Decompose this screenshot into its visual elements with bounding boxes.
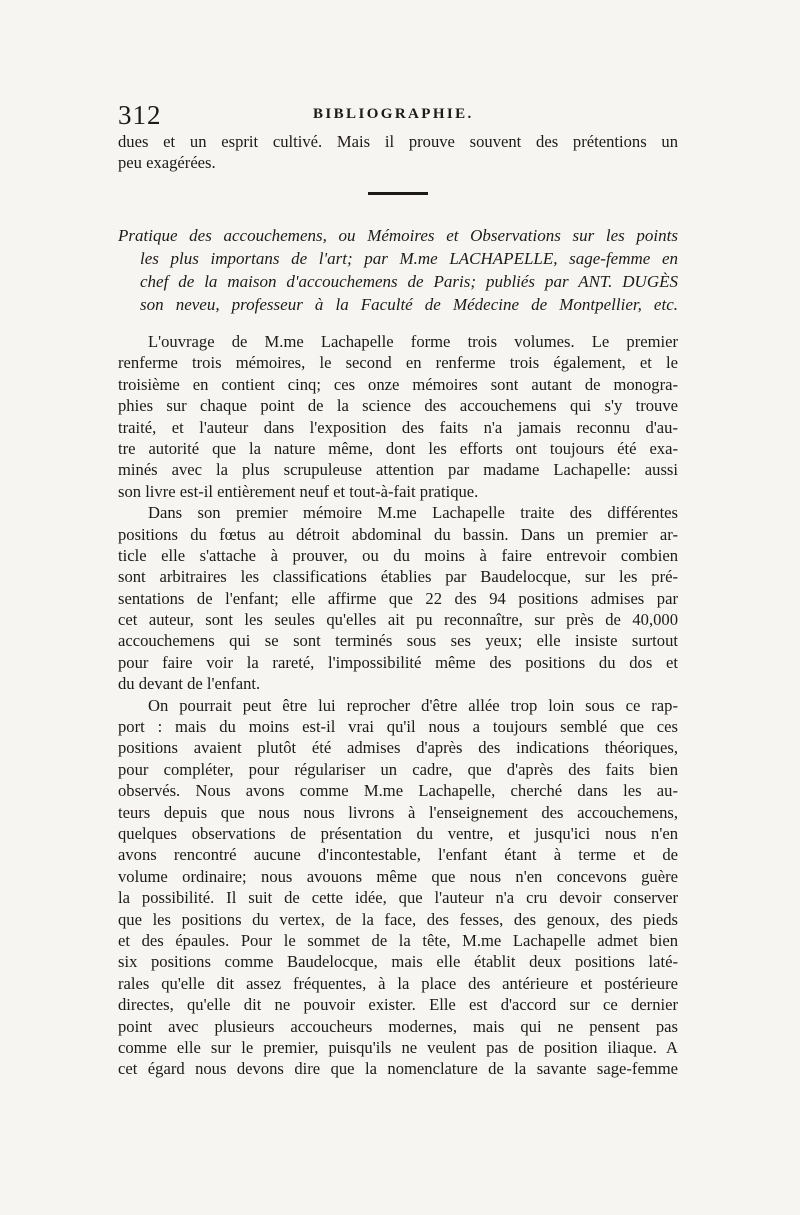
- text-line: Dans son premier mémoire M.me Lachapelle traite des différentes: [148, 503, 678, 523]
- text-line: et des épaules. Pour le sommet de la tête, M.me Lachapelle admet bien: [118, 930, 678, 950]
- section-divider: [368, 192, 428, 195]
- text-line: troisième en contient cinq; ces onze mémoires sont autant de monogra-: [118, 374, 678, 394]
- text-line: traité, et l'auteur dans l'exposition des faits n'a jamais reconnu d'au-: [118, 417, 678, 437]
- text-line: pour compléter, pour régulariser un cadre, que d'après des faits bien: [118, 759, 678, 779]
- text-line: peu exagérées.: [118, 153, 216, 172]
- text-line: quelques observations de présentation du ventre, et jusqu'ici nous n'en: [118, 823, 678, 843]
- text-line: observés. Nous avons comme M.me Lachapelle, cherché dans les au-: [118, 781, 678, 801]
- text-line: dues et un esprit cultivé. Mais il prouve souvent des prétentions un: [118, 132, 678, 151]
- page-header: [118, 98, 678, 132]
- text-line: accouchemens qui se sont terminés sous ses yeux; elle insiste surtout: [118, 631, 678, 651]
- title-line: Pratique des accouchemens, ou Mémoires et Observations sur les points: [118, 226, 678, 245]
- title-line: chef de la maison d'accouchemens de Paris; publiés par ANT. DUGÈS: [140, 272, 678, 291]
- carryover-paragraph: [118, 131, 678, 173]
- body-text: [118, 331, 678, 1080]
- text-line: sont arbitraires les classifications établies par Baudelocque, sur les pré-: [118, 567, 678, 587]
- text-line: ticle elle s'attache à prouver, ou du moins à faire entrevoir combien: [118, 545, 678, 565]
- text-line: sentations de l'enfant; elle affirme que 22 des 94 positions admises par: [118, 588, 678, 608]
- text-line: avons rencontré aucune d'incontestable, l'enfant étant à terme et de: [118, 845, 678, 865]
- review-title: [118, 224, 678, 316]
- text-line: cet égard nous devons dire que la nomenclature de la savante sage-femme: [118, 1059, 678, 1079]
- text-line: la possibilité. Il suit de cette idée, que l'auteur n'a cru devoir conserver: [118, 888, 678, 908]
- text-line: minés avec la plus scrupuleuse attention par madame Lachapelle: aussi: [118, 460, 678, 480]
- text-line: renferme trois mémoires, le second en renferme trois également, et le: [118, 353, 678, 373]
- text-line: teurs depuis que nous nous livrons à l'enseignement des accouchemens,: [118, 802, 678, 822]
- title-line: les plus importans de l'art; par M.me LACHAPELLE, sage-femme en: [140, 249, 678, 268]
- text-line: six positions comme Baudelocque, mais elle établit deux positions laté-: [118, 952, 678, 972]
- text-line: pour faire voir la rareté, l'impossibilité même des positions du dos et: [118, 652, 678, 672]
- text-line: phies sur chaque point de la science des accouchemens qui s'y trouve: [118, 396, 678, 416]
- running-head: BIBLIOGRAPHIE.: [313, 106, 474, 122]
- text-line: comme elle sur le premier, puisqu'ils ne veulent pas de position iliaque. A: [118, 1037, 678, 1057]
- text-line: que les positions du vertex, de la face, des fesses, des genoux, des pieds: [118, 909, 678, 929]
- text-line: On pourrait peut être lui reprocher d'être allée trop loin sous ce rap-: [148, 695, 678, 715]
- page-number: 312: [118, 100, 162, 130]
- text-line: rales qu'elle dit assez fréquentes, à la place des antérieure et postérieure: [118, 973, 678, 993]
- text-line: point avec plusieurs accoucheurs modernes, mais qui ne pensent pas: [118, 1016, 678, 1036]
- text-line: du devant de l'enfant.: [118, 674, 261, 694]
- text-line: directes, qu'elle dit ne pouvoir exister. Elle est d'accord sur ce dernier: [118, 995, 678, 1015]
- text-line: tre autorité que la nature même, dont les efforts ont toujours été exa-: [118, 438, 678, 458]
- text-line: L'ouvrage de M.me Lachapelle forme trois volumes. Le premier: [148, 332, 678, 351]
- text-line: positions avaient plutôt été admises d'après des indications théoriques,: [118, 738, 678, 758]
- text-line: cet auteur, sont les seules qu'elles ait pu reconnaître, sur près de 40,000: [118, 610, 678, 630]
- text-line: volume ordinaire; nous avouons même que nous n'en concevons guère: [118, 866, 678, 886]
- title-line: son neveu, professeur à la Faculté de Médecine de Montpellier, etc.: [140, 295, 678, 314]
- text-line: positions du fœtus au détroit abdominal du bassin. Dans un premier ar-: [118, 524, 678, 544]
- text-line: port : mais du moins est-il vrai qu'il nous a toujours semblé que ces: [118, 717, 678, 737]
- text-line: son livre est-il entièrement neuf et tout-à-fait pratique.: [118, 481, 479, 501]
